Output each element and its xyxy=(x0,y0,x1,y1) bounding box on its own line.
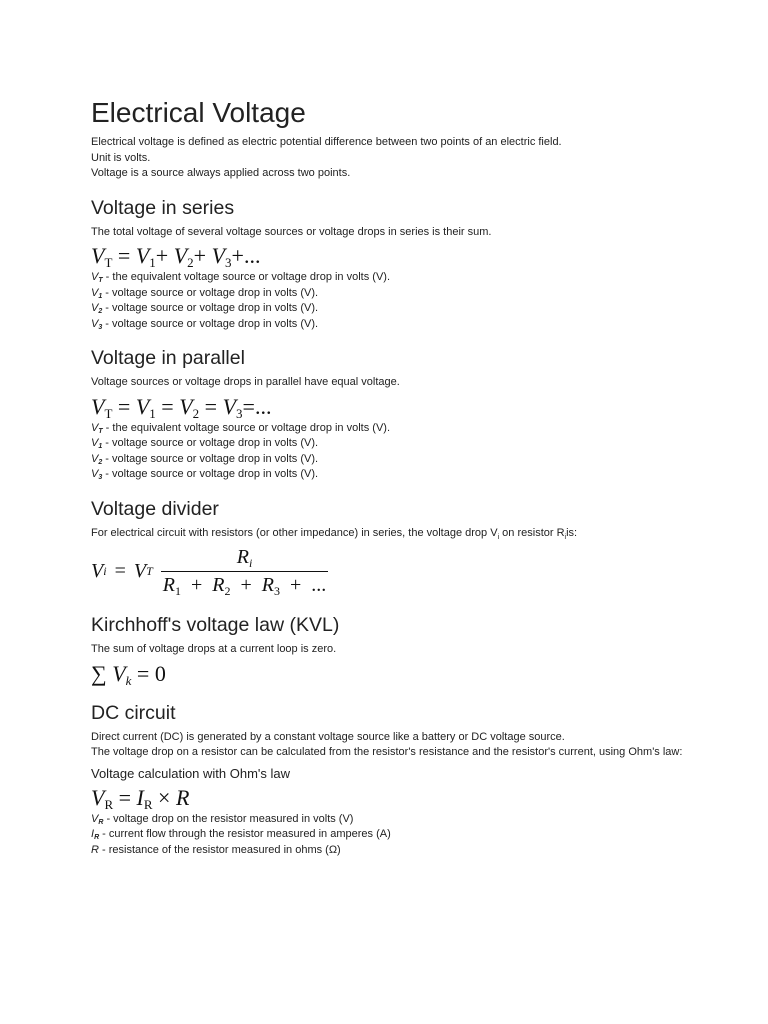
divider-text: For electrical circuit with resistors (or other impedance) in series, the voltage drop $V_i$ on resistor $R_iis$: xyxy=(91,526,578,541)
definition-row: $V_2$ - voltage source or voltage drop in volts (V). xyxy=(91,452,319,466)
kvl-text: The sum of voltage drops at a current loop is zero. xyxy=(91,643,337,655)
definition-row: $V_T$ - the equivalent voltage source or voltage drop in volts (V). xyxy=(91,421,390,435)
definition-row: $V_3$ - voltage source or voltage drop in volts (V). xyxy=(91,317,319,331)
series-formula: $V_T = V_1+ V_2+ V_3+$... xyxy=(91,243,261,270)
series-heading: Voltage in series xyxy=(91,196,235,219)
ohm-formula: $V_R = I_R \times R$ xyxy=(91,784,190,812)
kvl-heading: Kirchhoff's voltage law (KVL) xyxy=(91,614,340,636)
dc-text-2: The voltage drop on a resistor can be calculated from the resistor's resistance and the resistor's current, using Ohm's law: xyxy=(91,746,683,758)
definition-row: $I_R$ - current flow through the resistor measured in amperes (A) xyxy=(91,828,391,841)
divider-fraction: $R_i$ $R_1 + R_2 + R_3$ + ... xyxy=(162,545,327,598)
parallel-definitions xyxy=(91,421,711,483)
series-text: The total voltage of several voltage sources or voltage drops in series is their sum. xyxy=(91,225,492,238)
document xyxy=(91,96,711,858)
parallel-text: Voltage sources or voltage drops in parallel have equal voltage. xyxy=(91,376,400,388)
definition-row: $V_T$ - the equivalent voltage source or voltage drop in volts (V). xyxy=(91,271,390,284)
definition-row: $V_3$ - voltage source or voltage drop in volts (V). xyxy=(91,468,319,481)
ohm-subheading: Voltage calculation with Ohm's law xyxy=(91,765,291,781)
definition-row: $V_1$ - voltage source or voltage drop in volts (V). xyxy=(91,437,319,450)
divider-heading: Voltage divider xyxy=(91,497,219,520)
divider-formula: V i = V T $R_i$ $R_1 + R_2 + R_3$ + ... xyxy=(91,545,327,598)
ohm-definitions xyxy=(91,812,711,859)
series-definitions xyxy=(91,270,711,332)
definition-row: $V_1$ - voltage source or voltage drop in volts (V). xyxy=(91,286,319,300)
intro-line-1: Electrical voltage is defined as electric potential difference between two points of an electric field. xyxy=(91,136,562,148)
definition-row: $V_2$ - voltage source or voltage drop in volts (V). xyxy=(91,302,319,315)
kvl-formula: ∑ $V_k = 0$ xyxy=(91,660,166,688)
dc-heading: DC circuit xyxy=(91,701,176,724)
intro-line-3: Voltage is a source always applied across two points. xyxy=(91,167,351,179)
dc-text-1: Direct current (DC) is generated by a constant voltage source like a battery or DC voltage source. xyxy=(91,730,565,743)
parallel-formula: $V_T = V_1 = V_2 = V_3=$... xyxy=(91,393,272,421)
page-title: Electrical Voltage xyxy=(91,97,306,128)
definition-row: $V_R$ - voltage drop on the resistor measured in volts (V) xyxy=(91,812,354,826)
intro-line-2: Unit is volts. xyxy=(91,151,151,164)
parallel-heading: Voltage in parallel xyxy=(91,347,245,369)
definition-row: R - resistance of the resistor measured in ohms (Ω) xyxy=(91,843,341,856)
